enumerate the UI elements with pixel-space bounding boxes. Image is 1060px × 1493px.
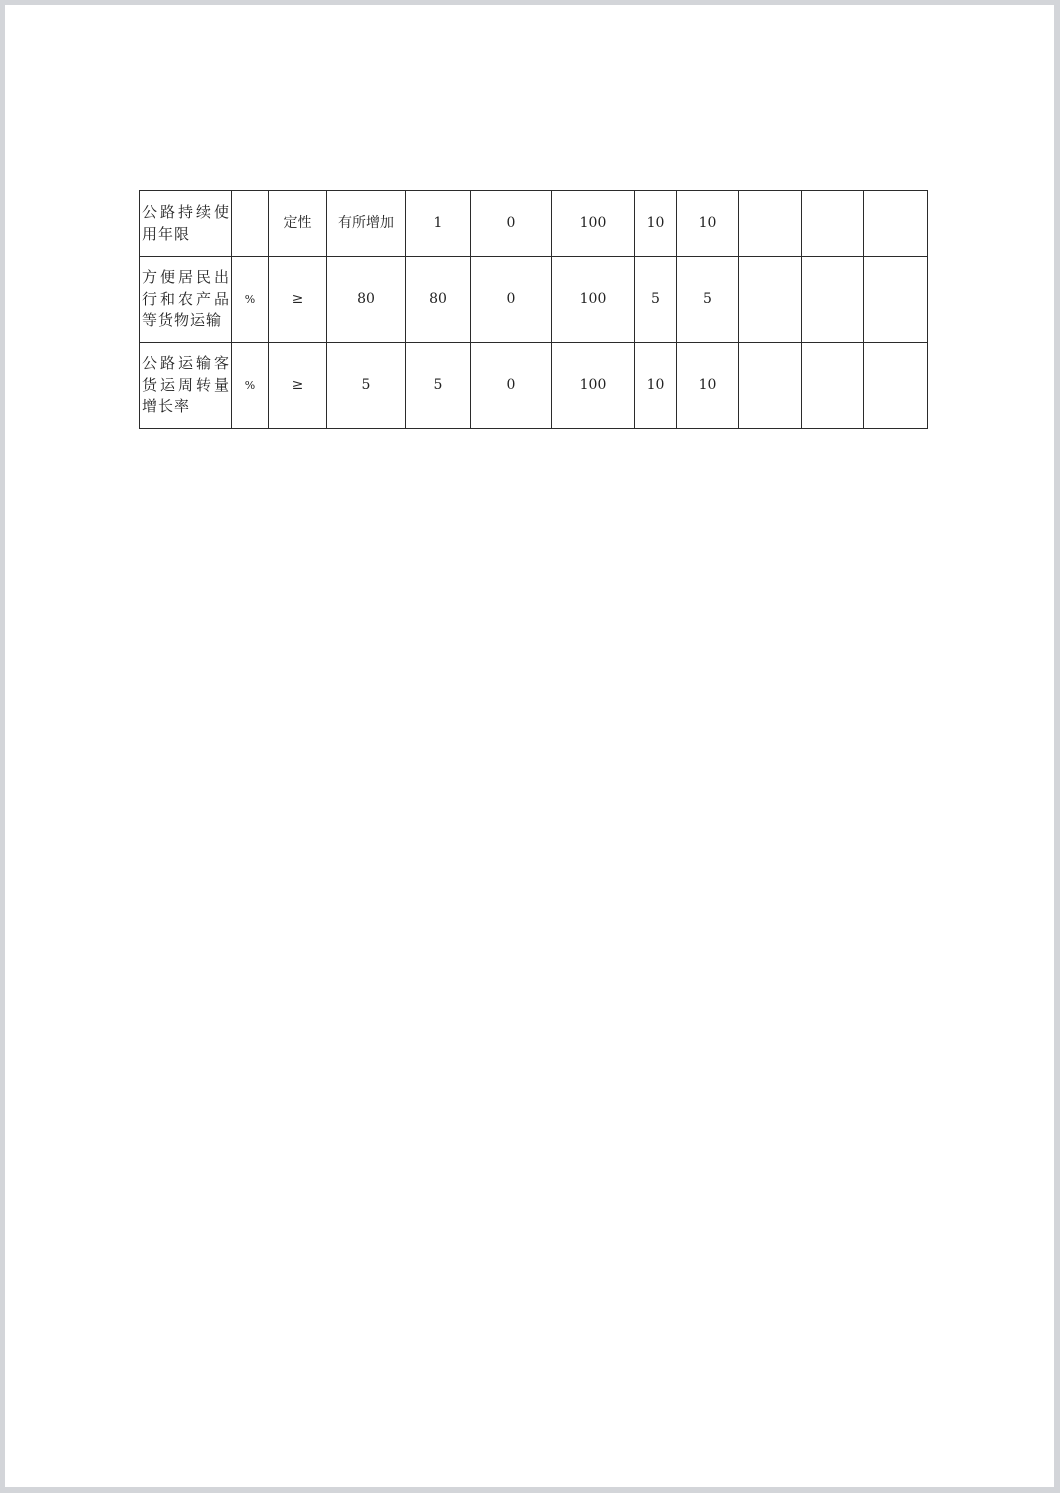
empty-cell — [802, 257, 864, 343]
indicator-nature-cell: 定性 — [269, 191, 327, 257]
empty-cell — [864, 191, 928, 257]
empty-cell — [739, 191, 802, 257]
score-cell: 10 — [677, 343, 739, 429]
table-row — [140, 191, 928, 257]
unit-cell — [232, 191, 269, 257]
empty-cell — [802, 191, 864, 257]
indicator-name-cell: 方便居民出行和农产品等货物运输 — [140, 257, 232, 343]
deviation-cell: 0 — [471, 257, 552, 343]
weight-cell: 5 — [635, 257, 677, 343]
empty-cell — [864, 257, 928, 343]
document-page — [5, 5, 1054, 1487]
table-row — [140, 257, 928, 343]
indicator-nature-cell: ≥ — [269, 343, 327, 429]
empty-cell — [739, 343, 802, 429]
empty-cell — [864, 343, 928, 429]
indicator-name-cell: 公路运输客货运周转量增长率 — [140, 343, 232, 429]
deviation-cell: 0 — [471, 191, 552, 257]
empty-cell — [739, 257, 802, 343]
target-value-cell: 有所增加 — [327, 191, 406, 257]
performance-indicator-table — [139, 190, 928, 429]
table-row — [140, 343, 928, 429]
indicator-name-cell: 公路持续使用年限 — [140, 191, 232, 257]
target-value-cell: 5 — [327, 343, 406, 429]
weight-cell: 10 — [635, 191, 677, 257]
weight-cell: 10 — [635, 343, 677, 429]
completion-rate-cell: 100 — [552, 191, 635, 257]
score-cell: 10 — [677, 191, 739, 257]
empty-cell — [802, 343, 864, 429]
actual-value-cell: 80 — [406, 257, 471, 343]
score-cell: 5 — [677, 257, 739, 343]
completion-rate-cell: 100 — [552, 343, 635, 429]
target-value-cell: 80 — [327, 257, 406, 343]
actual-value-cell: 5 — [406, 343, 471, 429]
completion-rate-cell: 100 — [552, 257, 635, 343]
deviation-cell: 0 — [471, 343, 552, 429]
unit-cell: % — [232, 343, 269, 429]
actual-value-cell: 1 — [406, 191, 471, 257]
indicator-nature-cell: ≥ — [269, 257, 327, 343]
unit-cell: % — [232, 257, 269, 343]
